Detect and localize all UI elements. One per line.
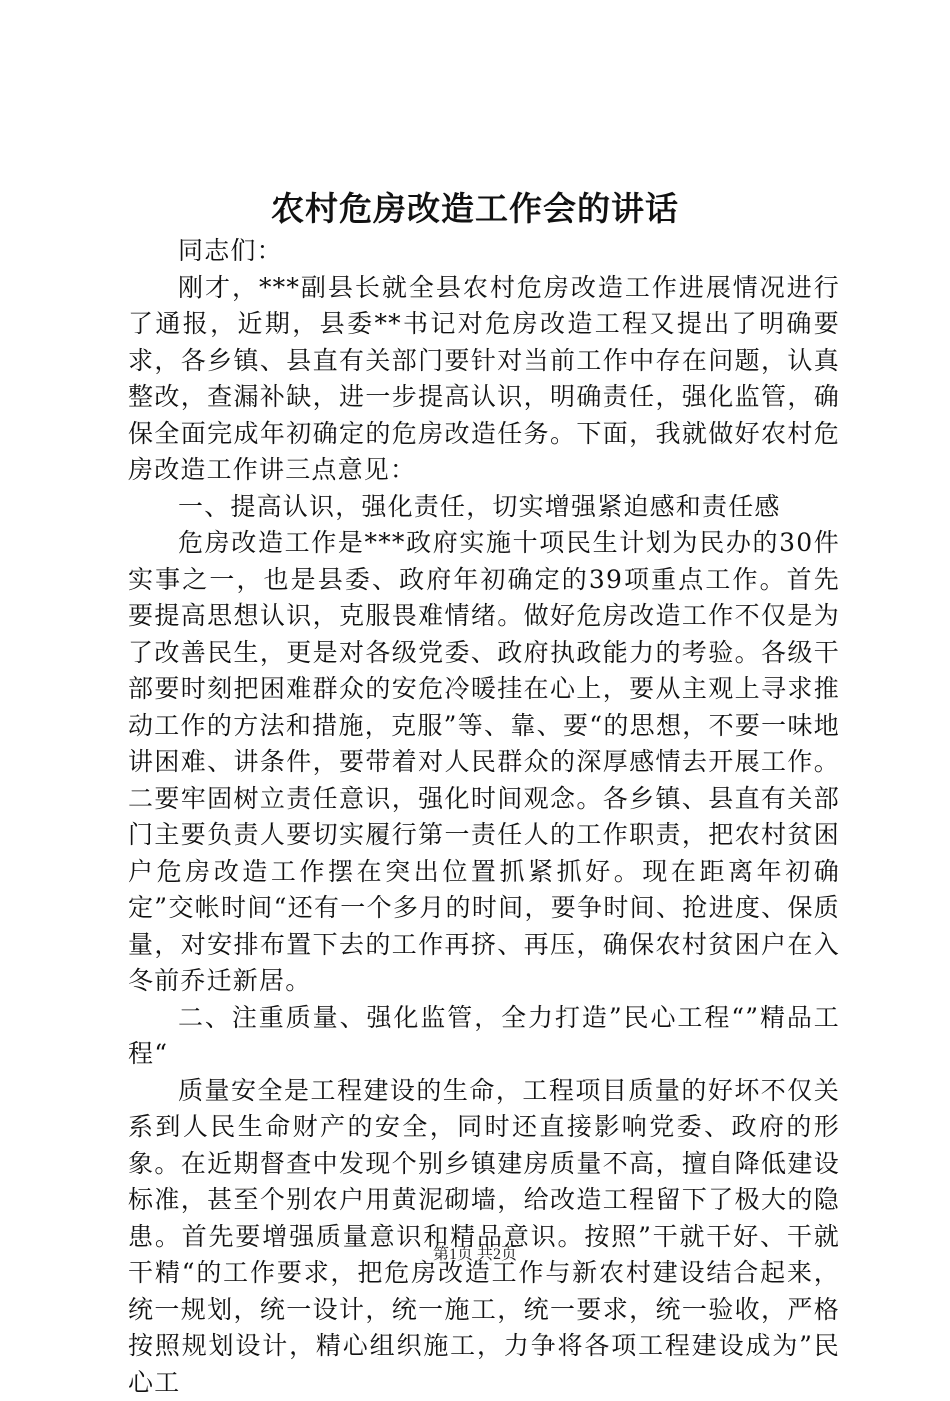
section-1-paragraph: 危房改造工作是***政府实施十项民生计划为民办的30件实事之一，也是县委、政府年初确定的39项重点工作。首先要提高思想认识，克服畏难情绪。做好危房改造工作不仅是为了改善民生，更是对各级党委、政府执政能力的考验。各级干部要时刻把困难群众的安危冷暖挂在心上，要从主观上寻求推动工作的方法和措施，克服”等、靠、要“的思想，不要一味地讲困难、讲条件，要带着对人民群众的深厚感情去开展工作。二要牢固树立责任意识，强化时间观念。各乡镇、县直有关部门主要负责人要切实履行第一责任人的工作职责，把农村贫困户危房改造工作摆在突出位置抓紧抓好。现在距离年初确定”交帐时间“还有一个多月的时间，要争时间、抢进度、保质量，对安排布置下去的工作再挤、再压，确保农村贫困户在入冬前乔迁新居。 [128, 525, 840, 1000]
section-heading-1: 一、提高认识，强化责任，切实增强紧迫感和责任感 [128, 489, 840, 526]
document-body [128, 233, 840, 1401]
section-heading-2: 二、注重质量、强化监管，全力打造”民心工程“”精品工程“ [128, 1000, 840, 1073]
document-title: 农村危房改造工作会的讲话 [0, 186, 950, 232]
section-2-paragraph: 质量安全是工程建设的生命，工程项目质量的好坏不仅关系到人民生命财产的安全，同时还直接影响党委、政府的形象。在近期督查中发现个别乡镇建房质量不高，擅自降低建设标准，甚至个别农户用黄泥砌墙，给改造工程留下了极大的隐患。首先要增强质量意识和精品意识。按照”干就干好、干就干精“的工作要求，把危房改造工作与新农村建设结合起来，统一规划，统一设计，统一施工，统一要求，统一验收，严格按照规划设计，精心组织施工，力争将各项工程建设成为”民心工 [128, 1073, 840, 1401]
salutation: 同志们： [128, 233, 840, 270]
page-number-footer: 第1页 共2页 [0, 1244, 950, 1266]
intro-paragraph: 刚才，***副县长就全县农村危房改造工作进展情况进行了通报，近期，县委**书记对危房改造工程又提出了明确要求，各乡镇、县直有关部门要针对当前工作中存在问题，认真整改，查漏补缺，进一步提高认识，明确责任，强化监管，确保全面完成年初确定的危房改造任务。下面，我就做好农村危房改造工作讲三点意见： [128, 270, 840, 489]
